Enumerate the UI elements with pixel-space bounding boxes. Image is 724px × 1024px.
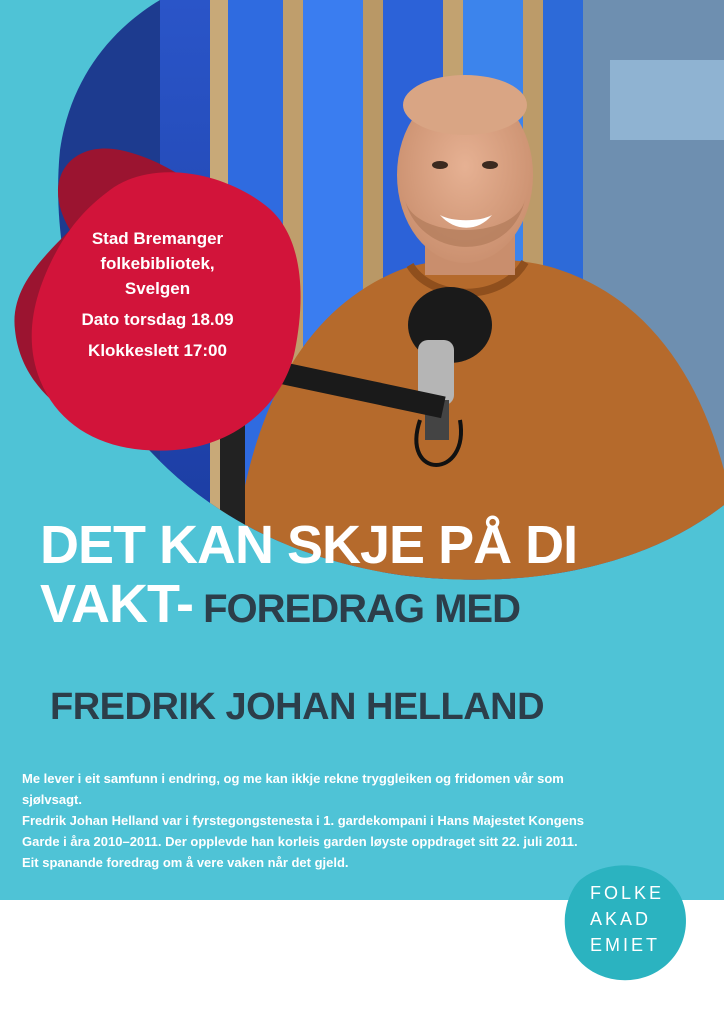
description-line: sjølvsagt. [22,792,82,807]
description-line: Fredrik Johan Helland var i fyrstegongstenesta i 1. gardekompani i Hans Majestet Kongens [22,813,585,828]
venue-line-3: Svelgen [124,279,191,298]
logo-text [590,880,665,958]
venue-line-1: Stad Bremanger [91,229,224,248]
description-line: Eit spanande foredrag om å vere vaken når det gjeld. [22,855,349,870]
venue-line-2: folkebibliotek, [100,254,215,273]
event-date: Dato torsdag 18.09 [81,310,234,329]
logo-line-1: FOLKE [590,883,665,903]
description-line: Me lever i eit samfunn i endring, og me kan ikkje rekne tryggleiken og fridomen vår som [22,771,564,786]
headline-line-1: DET KAN SKJE PÅ DI [40,515,578,575]
speaker-name: FREDRIK JOHAN HELLAND [50,686,545,728]
headline-line-2 [40,574,700,639]
logo-line-3: EMIET [590,935,661,955]
headline-foredrag-med: FOREDRAG MED [193,587,520,631]
event-time: Klokkeslett 17:00 [88,341,227,360]
description-line: Garde i åra 2010–2011. Der opplevde han korleis garden løyste oppdraget sitt 22. juli 2011. [22,834,578,849]
headline-vakt: VAKT- [40,574,193,634]
event-info [40,226,275,363]
headline [40,516,700,639]
logo-line-2: AKAD [590,909,652,929]
